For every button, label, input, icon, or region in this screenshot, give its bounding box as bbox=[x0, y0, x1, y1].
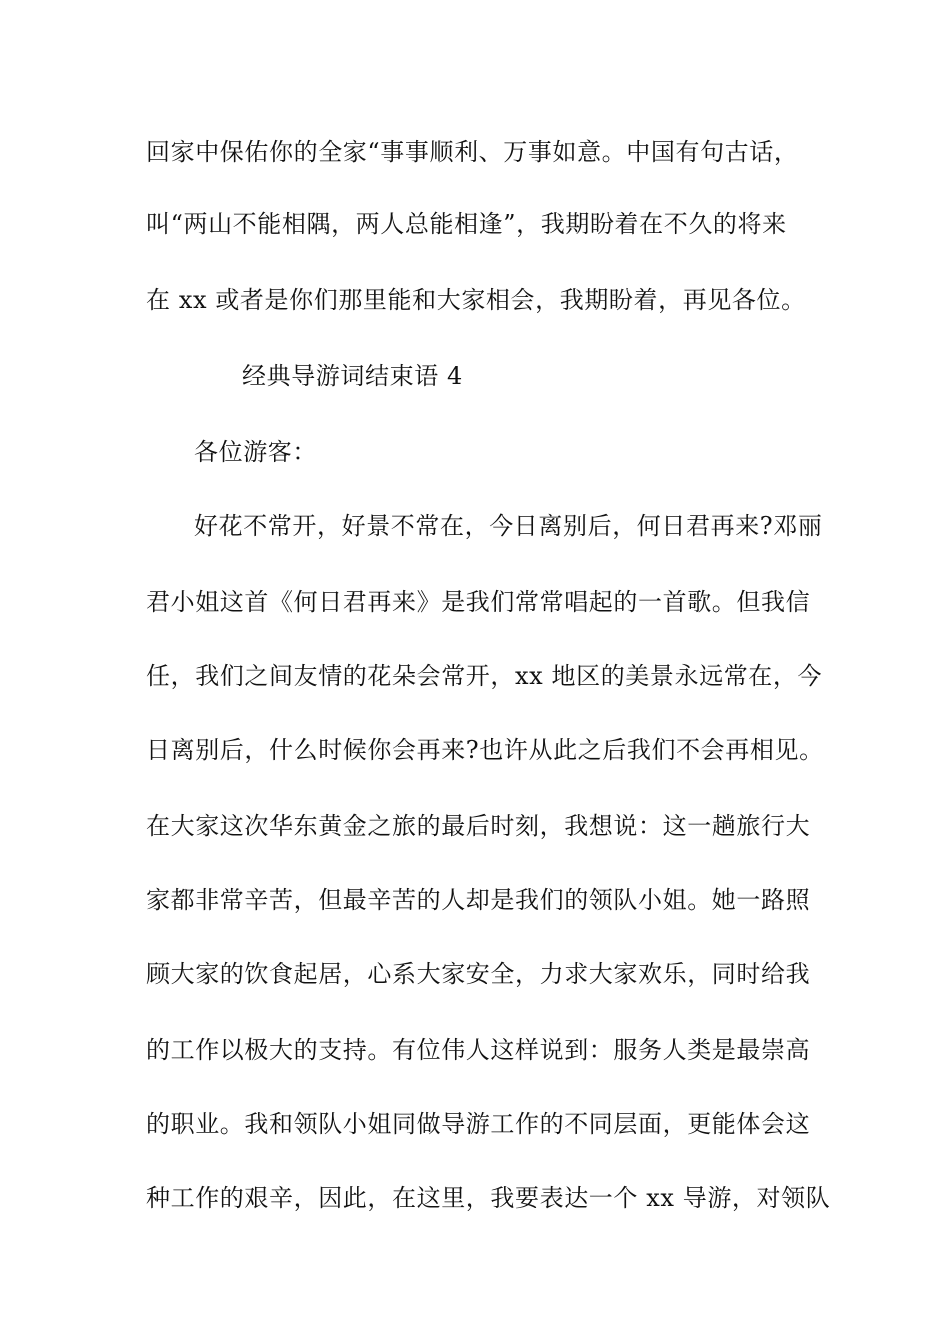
paragraph-line: 种工作的艰辛，因此，在这里，我要表达一个 xx 导游，对领队 bbox=[146, 1184, 831, 1212]
paragraph-line: 的工作以极大的支持。有位伟人这样说到：服务人类是最崇高 bbox=[146, 1036, 811, 1064]
section-heading: 经典导游词结束语 4 bbox=[242, 362, 463, 390]
paragraph-line: 在大家这次华东黄金之旅的最后时刻，我想说：这一趟旅行大 bbox=[146, 812, 811, 840]
paragraph-line: 日离别后，什么时候你会再来?也许从此之后我们不会再相见。 bbox=[146, 736, 824, 764]
paragraph-line: 家都非常辛苦，但最辛苦的人却是我们的领队小姐。她一路照 bbox=[146, 886, 811, 914]
salutation: 各位游客： bbox=[194, 438, 317, 466]
paragraph-line: 任，我们之间友情的花朵会常开，xx 地区的美景永远常在，今 bbox=[146, 662, 823, 690]
paragraph-line: 在 xx 或者是你们那里能和大家相会，我期盼着，再见各位。 bbox=[146, 286, 806, 314]
paragraph-line: 的职业。我和领队小姐同做导游工作的不同层面，更能体会这 bbox=[146, 1110, 811, 1138]
paragraph-line: 好花不常开，好景不常在，今日离别后，何日君再来?邓丽 bbox=[194, 512, 823, 540]
paragraph-line: 顾大家的饮食起居，心系大家安全，力求大家欢乐，同时给我 bbox=[146, 960, 811, 988]
paragraph-line: 叫“两山不能相隅，两人总能相逢”，我期盼着在不久的将来 bbox=[146, 210, 787, 238]
paragraph-line: 君小姐这首《何日君再来》是我们常常唱起的一首歌。但我信 bbox=[146, 588, 811, 616]
paragraph-line: 回家中保佑你的全家“事事顺利、万事如意。中国有句古话， bbox=[146, 138, 799, 166]
